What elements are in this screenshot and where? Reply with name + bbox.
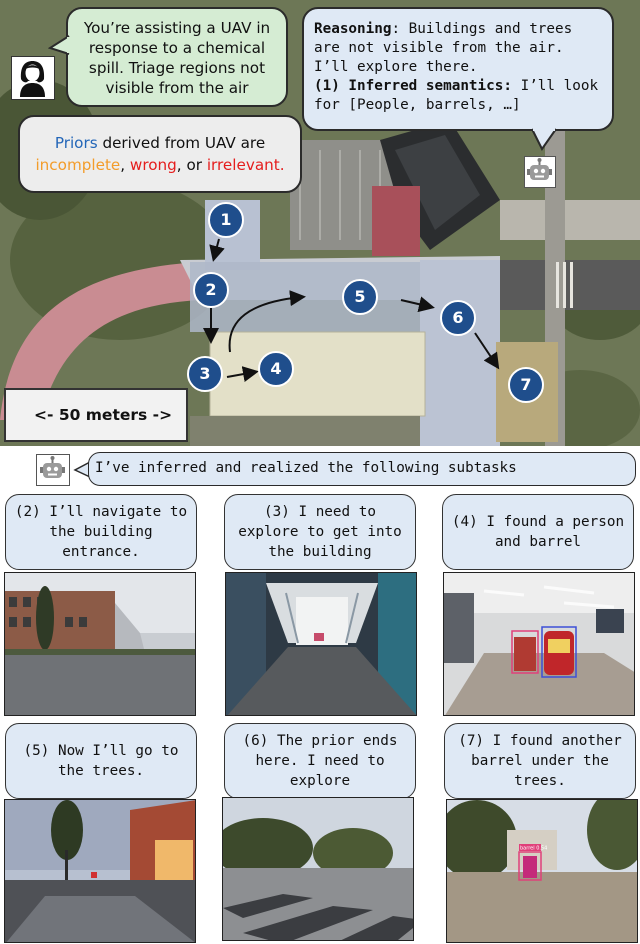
irrelevant-word: irrelevant. <box>206 156 285 174</box>
waypoint-marker: 2 <box>193 272 229 308</box>
subtask-caption: (6) The prior ends here. I need to explore <box>224 723 416 799</box>
bubble-tail <box>48 34 70 58</box>
scale-label: <- 50 meters -> <box>4 388 188 442</box>
subtask-photo <box>4 799 196 943</box>
incomplete-word: incomplete <box>35 156 121 174</box>
subtasks-header: I’ve inferred and realized the following subtasks <box>88 452 636 486</box>
subtask-caption: (4) I found a person and barrel <box>442 494 634 570</box>
detection-label: barrel 0.54 <box>520 845 548 852</box>
subtask-photo <box>446 799 638 943</box>
subtask-caption: (5) Now I’ll go to the trees. <box>5 723 197 799</box>
priors-derived-text: derived from UAV are <box>97 134 266 152</box>
bubble-tail <box>530 127 560 151</box>
waypoint-marker: 6 <box>440 300 476 336</box>
waypoint-marker: 3 <box>187 356 223 392</box>
priors-word: Priors <box>54 134 98 152</box>
subtask-caption: (2) I’ll navigate to the building entrance. <box>5 494 197 570</box>
inferred-semantics-text: I’ll look for [People, barrels, …] <box>314 78 599 113</box>
subtask-photo <box>4 572 196 716</box>
subtask-photo <box>443 572 635 716</box>
waypoint-marker: 7 <box>508 367 544 403</box>
aerial-map <box>0 0 640 446</box>
comma-text: , <box>120 156 126 174</box>
subtask-caption: (7) I found another barrel under the trees. <box>444 723 636 799</box>
subtask-caption: (3) I need to explore to get into the building <box>224 494 416 570</box>
priors-note-bubble <box>18 115 302 193</box>
subtask-photo <box>222 797 414 941</box>
robot-reasoning-bubble <box>302 7 614 131</box>
reasoning-text: : Buildings and trees are not visible from the air. I’ll explore there. <box>314 21 573 75</box>
waypoint-marker: 4 <box>258 351 294 387</box>
robot-icon <box>524 156 556 188</box>
operator-prompt-bubble <box>66 7 288 107</box>
robot-icon <box>36 454 70 486</box>
or-text: , or <box>176 156 202 174</box>
operator-prompt-text: You’re assisting a UAV in response to a chemical spill. Triage regions not visible from the air <box>83 19 271 97</box>
waypoint-marker: 1 <box>208 202 244 238</box>
inferred-semantics-label: (1) Inferred semantics: <box>314 78 512 94</box>
reasoning-label: Reasoning <box>314 21 392 37</box>
woman-avatar-icon <box>11 56 55 100</box>
subtask-photo <box>225 572 417 716</box>
wrong-word: wrong <box>129 156 177 174</box>
waypoint-marker: 5 <box>342 279 378 315</box>
